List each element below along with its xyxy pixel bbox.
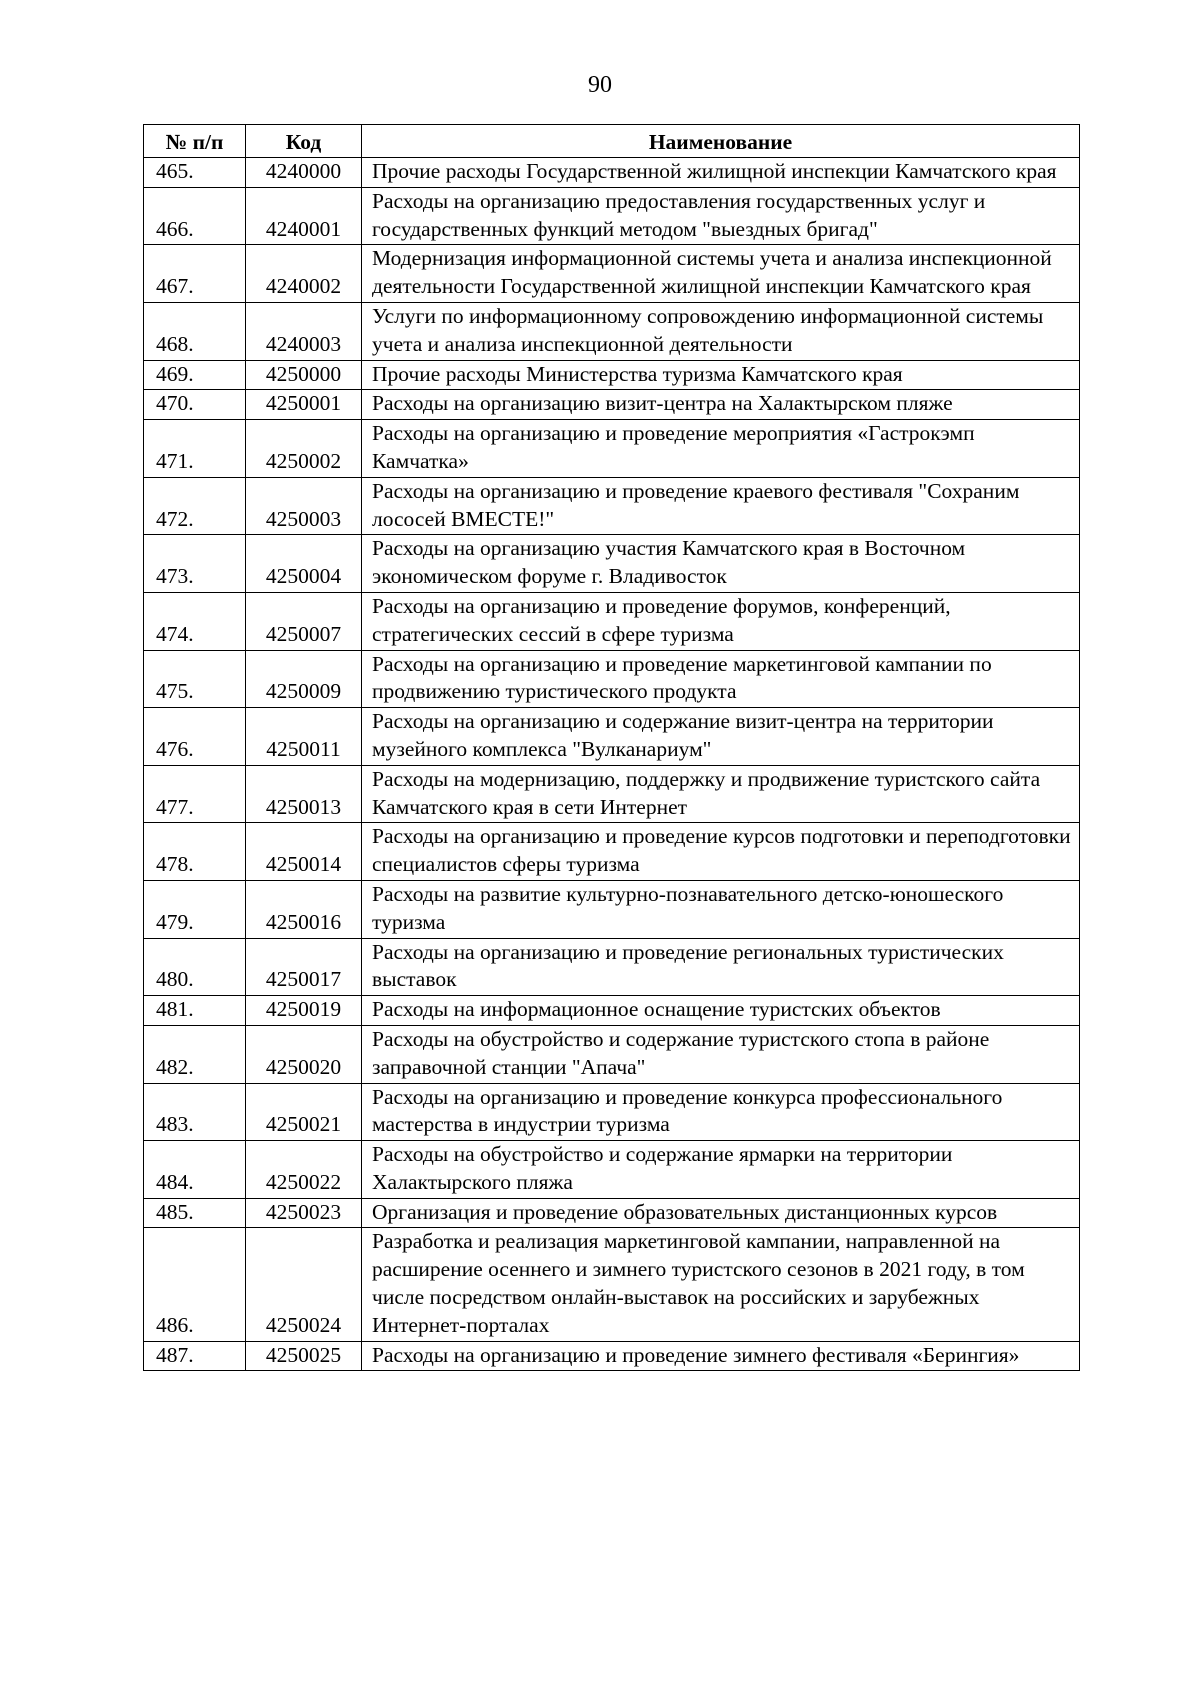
- table-row: [144, 302, 1080, 360]
- table-row: [144, 420, 1080, 478]
- table-row: [144, 390, 1080, 420]
- row-code: 4240003: [246, 302, 362, 360]
- row-name: Расходы на организацию и проведение курсов подготовки и переподготовки специалистов сферы туризма: [362, 823, 1080, 881]
- row-name: Организация и проведение образовательных дистанционных курсов: [362, 1198, 1080, 1228]
- row-number: 471.: [144, 420, 246, 478]
- row-name: Расходы на обустройство и содержание туристского стопа в районе заправочной станции "Апача": [362, 1025, 1080, 1083]
- row-code: 4250024: [246, 1228, 362, 1341]
- row-name: Расходы на обустройство и содержание ярмарки на территории Халактырского пляжа: [362, 1141, 1080, 1199]
- row-number: 472.: [144, 477, 246, 535]
- row-name: Расходы на организацию и проведение зимнего фестиваля «Берингия»: [362, 1341, 1080, 1371]
- table-row: [144, 880, 1080, 938]
- table-header-row: [144, 125, 1080, 158]
- row-code: 4250021: [246, 1083, 362, 1141]
- row-name: Расходы на организацию участия Камчатского края в Восточном экономическом форуме г. Владивосток: [362, 535, 1080, 593]
- row-code: 4250017: [246, 938, 362, 996]
- row-number: 485.: [144, 1198, 246, 1228]
- row-name: Модернизация информационной системы учета и анализа инспекционной деятельности Государственной жилищной инспекции Камчатского края: [362, 245, 1080, 303]
- row-code: 4250013: [246, 765, 362, 823]
- row-number: 481.: [144, 996, 246, 1026]
- table-row: [144, 1228, 1080, 1341]
- row-name: Расходы на организацию и содержание визит-центра на территории музейного комплекса "Вулканариум": [362, 708, 1080, 766]
- table-row: [144, 1141, 1080, 1199]
- row-name: Расходы на организацию предоставления государственных услуг и государственных функций методом "выездных бригад": [362, 187, 1080, 245]
- row-number: 478.: [144, 823, 246, 881]
- row-code: 4240002: [246, 245, 362, 303]
- row-name: Расходы на организацию и проведение региональных туристических выставок: [362, 938, 1080, 996]
- table-row: [144, 245, 1080, 303]
- row-name: Расходы на информационное оснащение туристских объектов: [362, 996, 1080, 1026]
- row-number: 487.: [144, 1341, 246, 1371]
- row-name: Расходы на организацию и проведение мероприятия «Гастрокэмп Камчатка»: [362, 420, 1080, 478]
- header-num: № п/п: [144, 125, 246, 158]
- row-code: 4250011: [246, 708, 362, 766]
- table-row: [144, 765, 1080, 823]
- row-code: 4250004: [246, 535, 362, 593]
- row-code: 4250016: [246, 880, 362, 938]
- row-number: 475.: [144, 650, 246, 708]
- row-name: Расходы на организацию и проведение краевого фестиваля "Сохраним лососей ВМЕСТЕ!": [362, 477, 1080, 535]
- row-name: Расходы на организацию визит-центра на Халактырском пляже: [362, 390, 1080, 420]
- row-number: 469.: [144, 360, 246, 390]
- table-row: [144, 1083, 1080, 1141]
- row-number: 482.: [144, 1025, 246, 1083]
- table-row: [144, 823, 1080, 881]
- header-code: Код: [246, 125, 362, 158]
- row-code: 4250009: [246, 650, 362, 708]
- row-code: 4250019: [246, 996, 362, 1026]
- row-code: 4250023: [246, 1198, 362, 1228]
- table-row: [144, 535, 1080, 593]
- table-row: [144, 1341, 1080, 1371]
- page-number: 90: [588, 72, 612, 98]
- table-row: [144, 996, 1080, 1026]
- row-code: 4250001: [246, 390, 362, 420]
- table-row: [144, 187, 1080, 245]
- table-row: [144, 477, 1080, 535]
- row-name: Расходы на организацию и проведение форумов, конференций, стратегических сессий в сфере туризма: [362, 592, 1080, 650]
- row-number: 465.: [144, 158, 246, 188]
- row-name: Расходы на модернизацию, поддержку и продвижение туристского сайта Камчатского края в сети Интернет: [362, 765, 1080, 823]
- row-code: 4240000: [246, 158, 362, 188]
- row-name: Расходы на организацию и проведение конкурса профессионального мастерства в индустрии туризма: [362, 1083, 1080, 1141]
- row-number: 480.: [144, 938, 246, 996]
- row-code: 4250022: [246, 1141, 362, 1199]
- table-row: [144, 360, 1080, 390]
- header-name: Наименование: [362, 125, 1080, 158]
- row-name: Прочие расходы Государственной жилищной инспекции Камчатского края: [362, 158, 1080, 188]
- row-number: 474.: [144, 592, 246, 650]
- row-code: 4250000: [246, 360, 362, 390]
- row-code: 4250014: [246, 823, 362, 881]
- row-code: 4250003: [246, 477, 362, 535]
- row-number: 466.: [144, 187, 246, 245]
- table-row: [144, 938, 1080, 996]
- row-number: 473.: [144, 535, 246, 593]
- row-number: 470.: [144, 390, 246, 420]
- row-number: 476.: [144, 708, 246, 766]
- table-row: [144, 1198, 1080, 1228]
- row-number: 484.: [144, 1141, 246, 1199]
- row-code: 4250020: [246, 1025, 362, 1083]
- row-name: Расходы на организацию и проведение маркетинговой кампании по продвижению туристического продукта: [362, 650, 1080, 708]
- row-number: 467.: [144, 245, 246, 303]
- row-number: 477.: [144, 765, 246, 823]
- table-row: [144, 592, 1080, 650]
- row-number: 483.: [144, 1083, 246, 1141]
- row-code: 4240001: [246, 187, 362, 245]
- row-number: 468.: [144, 302, 246, 360]
- table-body: [144, 158, 1080, 1371]
- budget-codes-table: [143, 124, 1080, 1371]
- row-number: 479.: [144, 880, 246, 938]
- table-row: [144, 158, 1080, 188]
- row-code: 4250025: [246, 1341, 362, 1371]
- row-name: Услуги по информационному сопровождению информационной системы учета и анализа инспекционной деятельности: [362, 302, 1080, 360]
- table-row: [144, 1025, 1080, 1083]
- row-name: Прочие расходы Министерства туризма Камчатского края: [362, 360, 1080, 390]
- table-row: [144, 708, 1080, 766]
- row-number: 486.: [144, 1228, 246, 1341]
- table-row: [144, 650, 1080, 708]
- row-name: Разработка и реализация маркетинговой кампании, направленной на расширение осеннего и зимнего туристского сезонов в 2021 году, в том числе посредством онлайн-выставок на российских и зарубежных Интернет-порталах: [362, 1228, 1080, 1341]
- row-code: 4250007: [246, 592, 362, 650]
- row-code: 4250002: [246, 420, 362, 478]
- row-name: Расходы на развитие культурно-познавательного детско-юношеского туризма: [362, 880, 1080, 938]
